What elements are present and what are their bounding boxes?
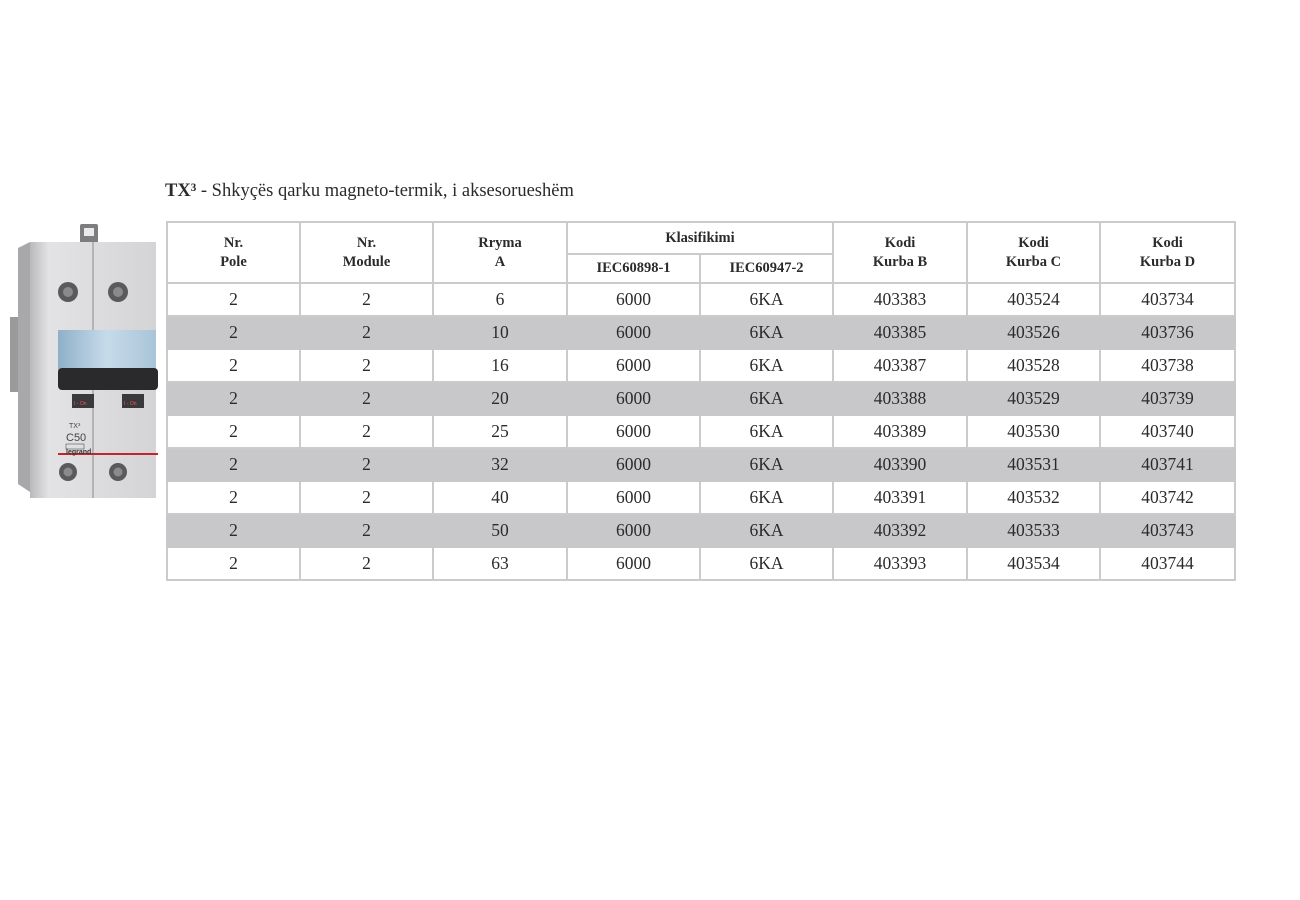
header-pole: Nr. Pole bbox=[167, 222, 300, 283]
title-text: - Shkyçës qarku magneto-termik, i aksesorueshëm bbox=[196, 181, 574, 201]
cell-pole: 2 bbox=[167, 514, 300, 547]
cell-curve-b: 403391 bbox=[833, 481, 967, 514]
cell-module: 2 bbox=[300, 514, 433, 547]
cell-module: 2 bbox=[300, 481, 433, 514]
product-spec-table bbox=[166, 221, 1236, 581]
cell-curve-b: 403390 bbox=[833, 448, 967, 481]
cell-curve-b: 403383 bbox=[833, 283, 967, 316]
header-classification: Klasifikimi bbox=[567, 222, 833, 254]
title-brand: TX³ bbox=[165, 181, 197, 201]
table-row bbox=[167, 283, 1235, 316]
cell-iec60898: 6000 bbox=[567, 415, 700, 448]
cell-pole: 2 bbox=[167, 481, 300, 514]
cell-current: 20 bbox=[433, 382, 567, 415]
cell-current: 25 bbox=[433, 415, 567, 448]
table-row bbox=[167, 547, 1235, 580]
cell-current: 16 bbox=[433, 349, 567, 382]
cell-current: 63 bbox=[433, 547, 567, 580]
cell-curve-b: 403389 bbox=[833, 415, 967, 448]
cell-iec60898: 6000 bbox=[567, 316, 700, 349]
cell-curve-d: 403744 bbox=[1100, 547, 1235, 580]
cell-pole: 2 bbox=[167, 547, 300, 580]
header-module: Nr. Module bbox=[300, 222, 433, 283]
cell-current: 50 bbox=[433, 514, 567, 547]
cell-iec60898: 6000 bbox=[567, 514, 700, 547]
cell-iec60898: 6000 bbox=[567, 547, 700, 580]
cell-curve-d: 403738 bbox=[1100, 349, 1235, 382]
cell-curve-b: 403387 bbox=[833, 349, 967, 382]
header-curve-c: Kodi Kurba C bbox=[967, 222, 1100, 283]
cell-curve-d: 403734 bbox=[1100, 283, 1235, 316]
cell-module: 2 bbox=[300, 415, 433, 448]
cell-current: 40 bbox=[433, 481, 567, 514]
cell-current: 6 bbox=[433, 283, 567, 316]
cell-curve-d: 403740 bbox=[1100, 415, 1235, 448]
cell-module: 2 bbox=[300, 448, 433, 481]
cell-iec60947: 6KA bbox=[700, 349, 833, 382]
cell-curve-b: 403385 bbox=[833, 316, 967, 349]
cell-curve-c: 403533 bbox=[967, 514, 1100, 547]
cell-iec60947: 6KA bbox=[700, 382, 833, 415]
cell-pole: 2 bbox=[167, 415, 300, 448]
table-row bbox=[167, 382, 1235, 415]
cell-curve-c: 403528 bbox=[967, 349, 1100, 382]
cell-iec60947: 6KA bbox=[700, 547, 833, 580]
table-row bbox=[167, 448, 1235, 481]
page-title bbox=[165, 181, 574, 202]
cell-current: 32 bbox=[433, 448, 567, 481]
cell-curve-c: 403534 bbox=[967, 547, 1100, 580]
cell-curve-c: 403524 bbox=[967, 283, 1100, 316]
cell-curve-c: 403526 bbox=[967, 316, 1100, 349]
cell-curve-c: 403531 bbox=[967, 448, 1100, 481]
state-left-label: I - On bbox=[74, 401, 87, 407]
cell-iec60898: 6000 bbox=[567, 481, 700, 514]
cell-curve-d: 403742 bbox=[1100, 481, 1235, 514]
table-row bbox=[167, 481, 1235, 514]
cell-iec60947: 6KA bbox=[700, 283, 833, 316]
cell-pole: 2 bbox=[167, 316, 300, 349]
product-top-label: TX³ bbox=[69, 423, 81, 430]
cell-current: 10 bbox=[433, 316, 567, 349]
cell-curve-c: 403530 bbox=[967, 415, 1100, 448]
cell-module: 2 bbox=[300, 316, 433, 349]
cell-curve-c: 403529 bbox=[967, 382, 1100, 415]
cell-curve-b: 403388 bbox=[833, 382, 967, 415]
cell-iec60898: 6000 bbox=[567, 283, 700, 316]
cell-module: 2 bbox=[300, 349, 433, 382]
cell-curve-d: 403743 bbox=[1100, 514, 1235, 547]
cell-iec60947: 6KA bbox=[700, 316, 833, 349]
cell-iec60947: 6KA bbox=[700, 415, 833, 448]
circuit-breaker-image bbox=[8, 222, 160, 504]
cell-pole: 2 bbox=[167, 382, 300, 415]
cell-pole: 2 bbox=[167, 349, 300, 382]
cell-pole: 2 bbox=[167, 448, 300, 481]
cell-iec60947: 6KA bbox=[700, 514, 833, 547]
cell-iec60947: 6KA bbox=[700, 448, 833, 481]
cell-curve-b: 403392 bbox=[833, 514, 967, 547]
cell-module: 2 bbox=[300, 283, 433, 316]
cell-iec60898: 6000 bbox=[567, 448, 700, 481]
state-right-label: I - On bbox=[124, 401, 137, 407]
table-row bbox=[167, 349, 1235, 382]
cell-curve-d: 403741 bbox=[1100, 448, 1235, 481]
table-row bbox=[167, 415, 1235, 448]
header-current: Rryma A bbox=[433, 222, 567, 283]
table-row bbox=[167, 514, 1235, 547]
header-curve-b: Kodi Kurba B bbox=[833, 222, 967, 283]
header-iec60898: IEC60898-1 bbox=[567, 254, 700, 283]
cell-iec60898: 6000 bbox=[567, 349, 700, 382]
cell-module: 2 bbox=[300, 547, 433, 580]
cell-curve-b: 403393 bbox=[833, 547, 967, 580]
cell-module: 2 bbox=[300, 382, 433, 415]
cell-pole: 2 bbox=[167, 283, 300, 316]
product-rating: C50 bbox=[66, 432, 87, 444]
cell-curve-d: 403736 bbox=[1100, 316, 1235, 349]
table-row bbox=[167, 316, 1235, 349]
header-curve-d: Kodi Kurba D bbox=[1100, 222, 1235, 283]
cell-curve-c: 403532 bbox=[967, 481, 1100, 514]
cell-iec60947: 6KA bbox=[700, 481, 833, 514]
header-iec60947: IEC60947-2 bbox=[700, 254, 833, 283]
product-brand: legrand bbox=[66, 449, 92, 456]
cell-iec60898: 6000 bbox=[567, 382, 700, 415]
cell-curve-d: 403739 bbox=[1100, 382, 1235, 415]
